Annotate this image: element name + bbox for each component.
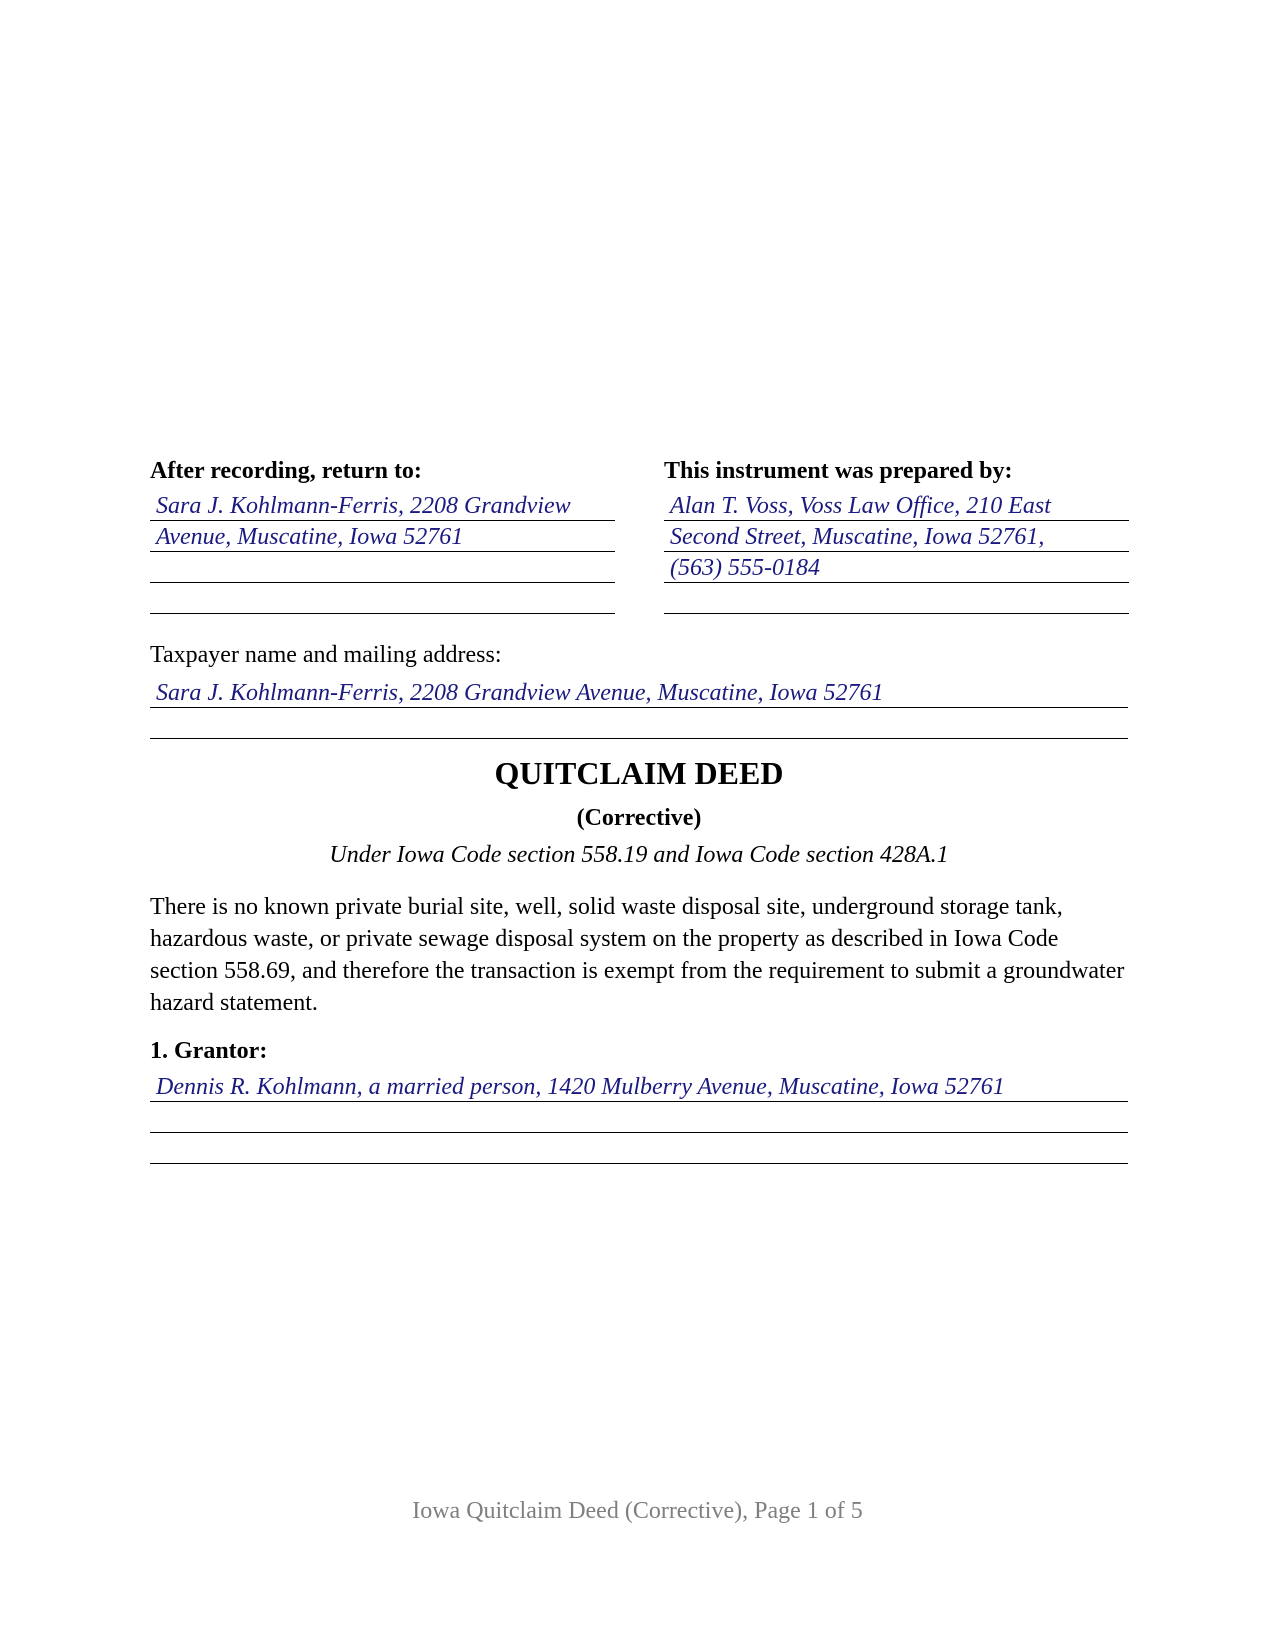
prepared-by-line — [664, 583, 1129, 614]
grantor-block — [150, 1071, 1128, 1164]
grantor-line — [150, 1071, 1128, 1102]
prepared-by-line — [664, 521, 1129, 552]
return-to-line-text: Avenue, Muscatine, Iowa 52761 — [156, 524, 464, 550]
return-to-line — [150, 583, 615, 614]
return-to-line — [150, 552, 615, 583]
page-footer: Iowa Quitclaim Deed (Corrective), Page 1 of 5 — [412, 1498, 863, 1524]
document-title: QUITCLAIM DEED — [494, 755, 784, 791]
grantor-line-text: Dennis R. Kohlmann, a married person, 1420 Mulberry Avenue, Muscatine, Iowa 52761 — [156, 1074, 1005, 1100]
prepared-by-line — [664, 552, 1129, 583]
return-to-line — [150, 521, 615, 552]
return-to-label: After recording, return to: — [150, 458, 422, 484]
groundwater-statement: There is no known private burial site, well, solid waste disposal site, underground storage tank, hazardous waste, or private sewage disposal system on the property as described in Iowa Code section 558.69, and therefore the transaction is exempt from the requirement to submit a groundwater hazard statement. — [150, 894, 1125, 1016]
prepared-by-line-text: Second Street, Muscatine, Iowa 52761, — [670, 524, 1045, 550]
return-to-line-text: Sara J. Kohlmann-Ferris, 2208 Grandview — [156, 493, 571, 519]
taxpayer-line — [150, 708, 1128, 739]
document-authority: Under Iowa Code section 558.19 and Iowa Code section 428A.1 — [329, 842, 949, 868]
prepared-by-line — [664, 490, 1129, 521]
document-subtitle: (Corrective) — [576, 805, 702, 831]
taxpayer-block — [150, 677, 1128, 739]
return-to-line — [150, 490, 615, 521]
return-to-block — [150, 490, 615, 614]
prepared-by-label: This instrument was prepared by: — [664, 458, 1013, 484]
taxpayer-label: Taxpayer name and mailing address: — [150, 642, 502, 668]
grantor-line — [150, 1102, 1128, 1133]
prepared-by-line-text: (563) 555-0184 — [670, 555, 820, 581]
grantor-label: 1. Grantor: — [150, 1038, 268, 1064]
taxpayer-line — [150, 677, 1128, 708]
prepared-by-block — [664, 490, 1129, 614]
taxpayer-line-text: Sara J. Kohlmann-Ferris, 2208 Grandview Avenue, Muscatine, Iowa 52761 — [156, 680, 884, 706]
grantor-line — [150, 1133, 1128, 1164]
prepared-by-line-text: Alan T. Voss, Voss Law Office, 210 East — [670, 493, 1051, 519]
